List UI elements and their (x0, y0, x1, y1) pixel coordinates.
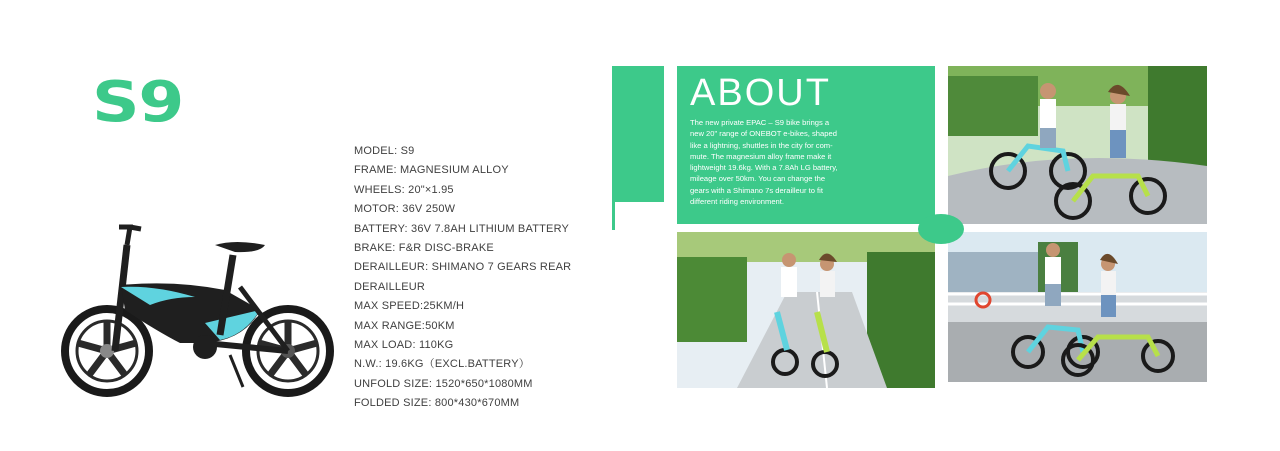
bike-product-image (55, 215, 345, 405)
about-paragraph (690, 117, 928, 207)
about-line: new 20" range of ONEBOT e-bikes, shaped (690, 129, 837, 139)
about-line: mileage over 50km. You can change the (690, 174, 826, 184)
spec-line: FOLDED SIZE: 800*430*670MM (354, 397, 520, 410)
front-wheel (65, 309, 149, 393)
about-line: mute. The magnesium alloy frame make it (690, 151, 832, 161)
photo-couple-riding-path (677, 232, 935, 388)
spec-line: MAX RANGE:50KM (354, 319, 455, 332)
spec-line: MAX SPEED:25KM/H (354, 300, 465, 313)
spec-line: BATTERY: 36V 7.8AH LITHIUM BATTERY (354, 222, 570, 235)
spec-list (354, 142, 571, 414)
about-line: The new private EPAC – S9 bike brings a (690, 118, 830, 127)
about-line: gears with a Shimano 7s derailleur to fit (690, 185, 823, 195)
about-heading: ABOUT (690, 72, 831, 114)
photo-couple-park (948, 66, 1207, 224)
about-line: different riding environment. (690, 197, 784, 207)
spec-line: MOTOR: 36V 250W (354, 203, 456, 216)
spec-line: DERAILLEUR (354, 280, 426, 293)
spec-line: N.W.: 19.6KG（EXCL.BATTERY） (354, 358, 530, 371)
spec-line: BRAKE: F&R DISC-BRAKE (354, 242, 494, 255)
product-title: S9 (92, 70, 184, 135)
decorative-green-strip (612, 66, 664, 202)
spec-line: DERAILLEUR: SHIMANO 7 GEARS REAR (354, 261, 572, 274)
spec-line: WHEELS: 20"×1.95 (354, 183, 454, 196)
spec-line: MAX LOAD: 110KG (354, 339, 454, 352)
spec-line: MODEL: S9 (354, 145, 415, 157)
photo-couple-waterfront (948, 232, 1207, 382)
about-line: lightweight 19.6kg. With a 7.8Ah LG battery, (690, 163, 838, 173)
about-line: like a lightning, shuttles in the city for com- (690, 140, 833, 150)
spec-line: FRAME: MAGNESIUM ALLOY (354, 164, 509, 177)
decorative-green-line (612, 200, 615, 230)
spec-line: UNFOLD SIZE: 1520*650*1080MM (354, 377, 533, 390)
decorative-green-ellipse (918, 214, 964, 244)
